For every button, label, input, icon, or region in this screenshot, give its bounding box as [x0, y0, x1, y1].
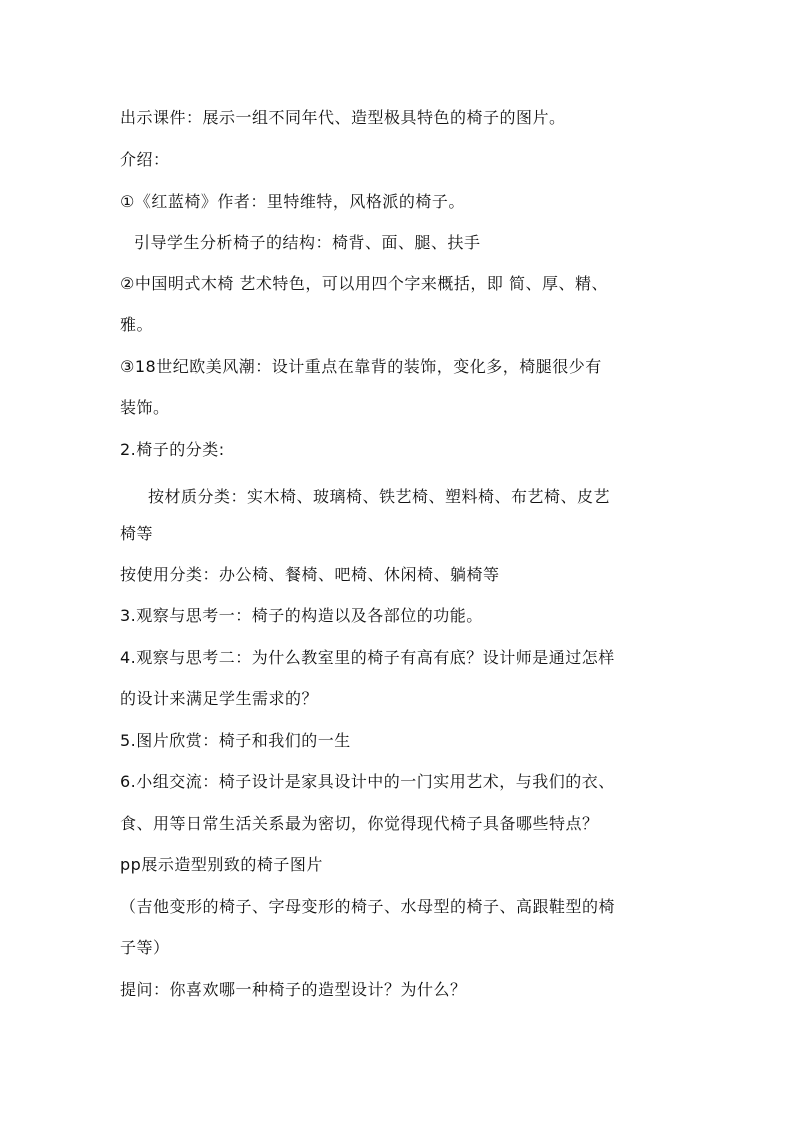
text-line-16: 5.图片欣赏：椅子和我们的一生 [120, 731, 351, 750]
text-line-1: 出示课件：展示一组不同年代、造型极具特色的椅子的图片。 [120, 108, 566, 127]
text-line-6: 雅。 [120, 315, 154, 334]
text-line-15: 的设计来满足学生需求的？ [120, 689, 319, 708]
text-line-2: 介绍： [120, 150, 170, 169]
text-line-20: （吉他变形的椅子、字母变形的椅子、水母型的椅子、高跟鞋型的椅 [120, 897, 616, 916]
text-line-5: ②中国明式木椅 艺术特色，可以用四个字来概括，即 简、厚、精、 [120, 274, 609, 293]
text-line-12: 按使用分类：办公椅、餐椅、吧椅、休闲椅、躺椅等 [120, 565, 500, 584]
text-line-17: 6.小组交流：椅子设计是家具设计中的一门实用艺术，与我们的衣、 [120, 772, 615, 791]
text-line-7: ③18世纪欧美风潮：设计重点在靠背的装饰，变化多，椅腿很少有 [120, 357, 602, 376]
text-line-9: 2.椅子的分类: [120, 440, 225, 459]
text-line-18: 食、用等日常生活关系最为密切，你觉得现代椅子具备哪些特点？ [120, 814, 599, 833]
text-line-3: ①《红蓝椅》作者：里特维特，风格派的椅子。 [120, 192, 465, 211]
text-line-21: 子等） [120, 938, 170, 957]
text-line-4: 引导学生分析椅子的结构：椅背、面、腿、扶手 [134, 233, 481, 252]
text-line-14: 4.观察与思考二：为什么教室里的椅子有高有底？设计师是通过怎样 [120, 648, 615, 667]
text-line-22: 提问：你喜欢哪一种椅子的造型设计？为什么？ [120, 980, 467, 999]
text-line-13: 3.观察与思考一：椅子的构造以及各部位的功能。 [120, 606, 483, 625]
text-line-8: 装饰。 [120, 398, 170, 417]
text-line-10: 按材质分类：实木椅、玻璃椅、铁艺椅、塑料椅、布艺椅、皮艺 [148, 487, 611, 506]
text-line-19: pp展示造型别致的椅子图片 [120, 855, 323, 874]
text-line-11: 椅等 [120, 524, 154, 543]
